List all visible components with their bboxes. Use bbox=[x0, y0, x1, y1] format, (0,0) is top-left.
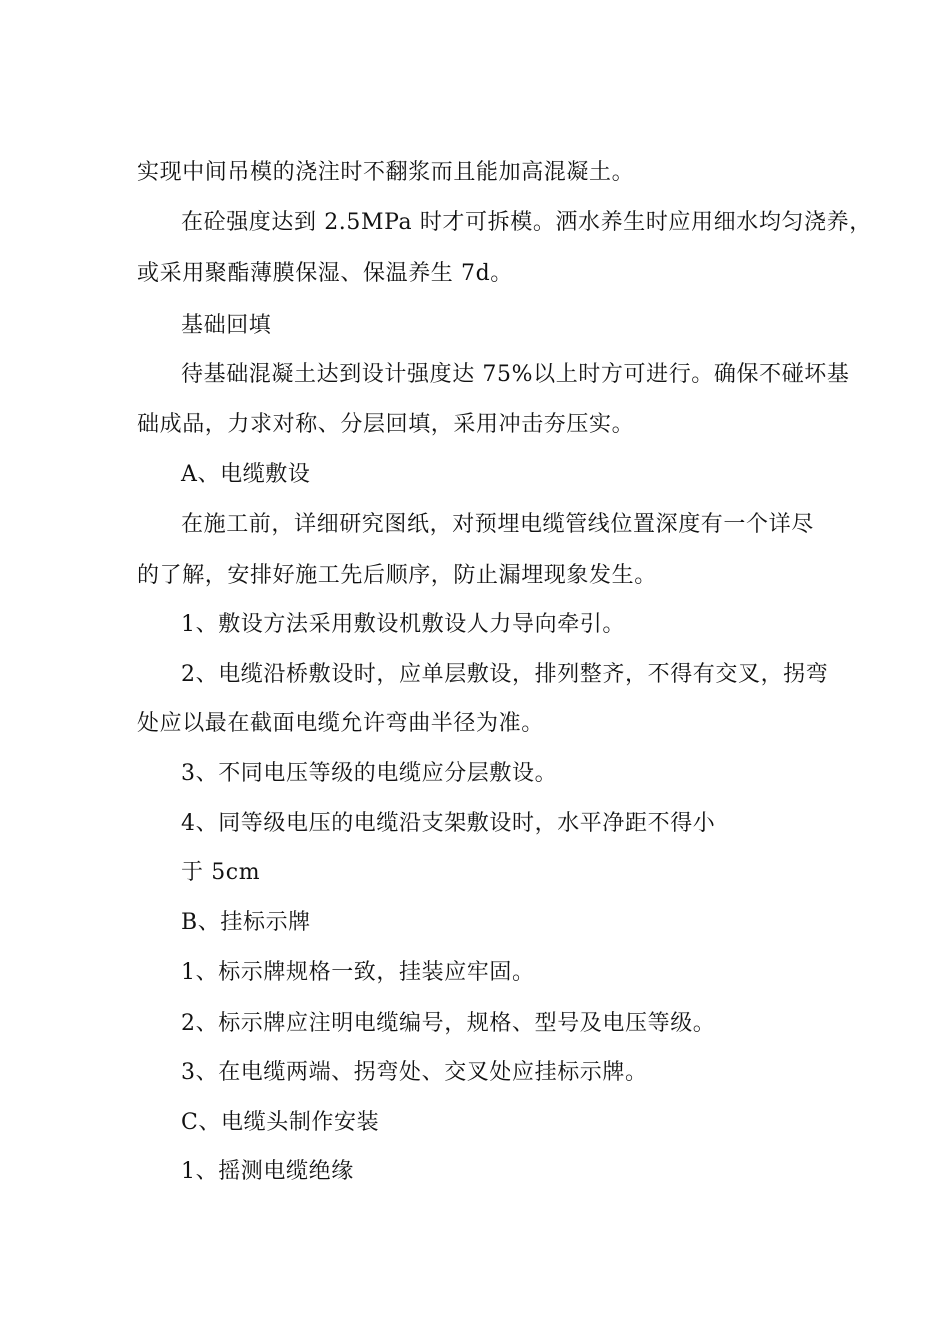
section-heading: B、挂标示牌 bbox=[181, 910, 311, 935]
paragraph-line: 在施工前，详细研究图纸，对预埋电缆管线位置深度有一个详尽 bbox=[181, 512, 814, 537]
paragraph-line: 待基础混凝土达到设计强度达 75%以上时方可进行。确保不碰坏基 bbox=[181, 362, 850, 387]
list-item: 3、不同电压等级的电缆应分层敷设。 bbox=[181, 761, 558, 786]
paragraph-line: 或采用聚酯薄膜保湿、保温养生 7d。 bbox=[137, 261, 513, 286]
list-item: 2、标示牌应注明电缆编号，规格、型号及电压等级。 bbox=[181, 1011, 716, 1036]
list-item: 1、摇测电缆绝缘 bbox=[181, 1159, 354, 1184]
list-item: 1、标示牌规格一致，挂装应牢固。 bbox=[181, 960, 535, 985]
list-item: 3、在电缆两端、拐弯处、交叉处应挂标示牌。 bbox=[181, 1060, 648, 1085]
section-heading: 基础回填 bbox=[181, 313, 272, 338]
paragraph-line: 于 5cm bbox=[181, 860, 261, 885]
list-item: 4、同等级电压的电缆沿支架敷设时，水平净距不得小 bbox=[181, 811, 716, 836]
list-item: 2、电缆沿桥敷设时，应单层敷设，排列整齐，不得有交叉，拐弯 bbox=[181, 662, 829, 687]
list-item: 1、敷设方法采用敷设机敷设人力导向牵引。 bbox=[181, 612, 625, 637]
paragraph-line: 处应以最在截面电缆允许弯曲半径为准。 bbox=[137, 711, 544, 736]
section-heading: A、电缆敷设 bbox=[181, 462, 311, 487]
paragraph-line: 实现中间吊模的浇注时不翻浆而且能加高混凝土。 bbox=[137, 160, 635, 185]
paragraph-line: 在砼强度达到 2.5MPa 时才可拆模。洒水养生时应用细水均匀浇养， bbox=[181, 210, 872, 235]
paragraph-line: 的了解，安排好施工先后顺序，防止漏埋现象发生。 bbox=[137, 563, 657, 588]
paragraph-line: 础成品，力求对称、分层回填，采用冲击夯压实。 bbox=[137, 412, 635, 437]
section-heading: C、电缆头制作安装 bbox=[181, 1110, 380, 1135]
